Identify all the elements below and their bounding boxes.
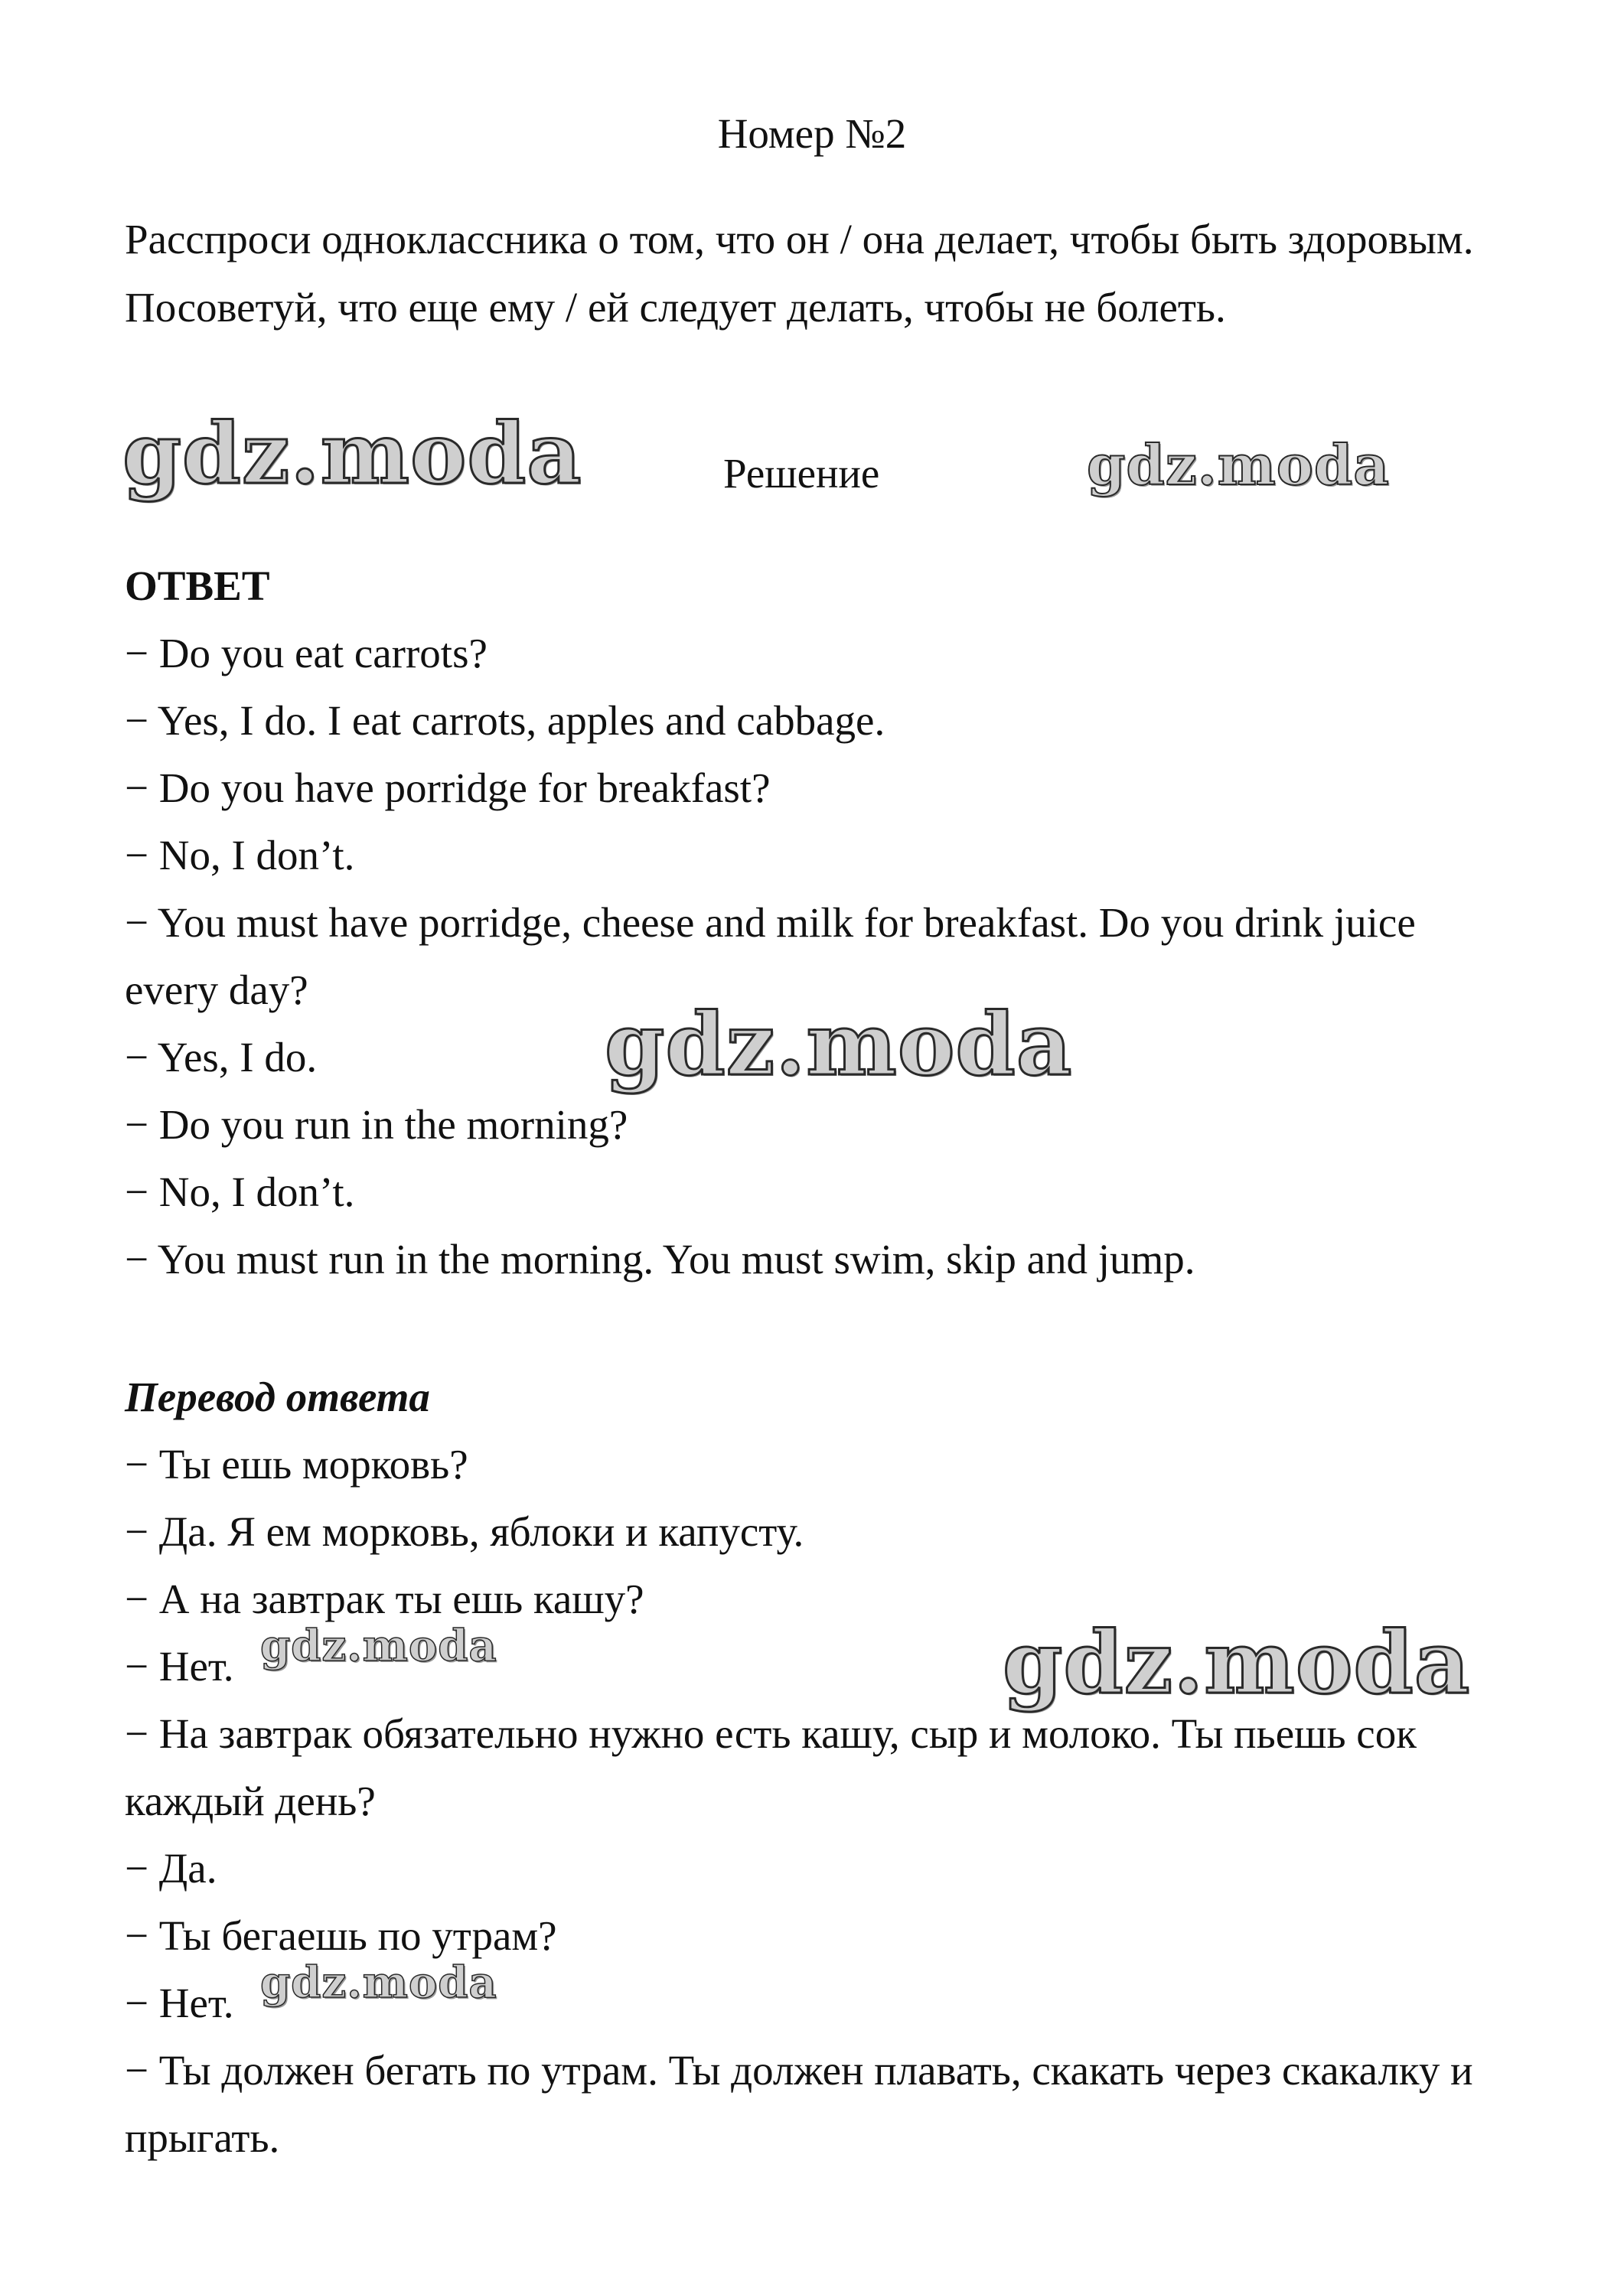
translation-line: − Нет. <box>125 1643 234 1690</box>
translation-section <box>125 1364 1502 2172</box>
answer-line: − Do you run in the morning? <box>125 1101 628 1148</box>
answer-line: − You must run in the morning. You must swim, skip and jump. <box>125 1236 1195 1283</box>
answer-line: − Yes, I do. I eat carrots, apples and cabbage. <box>125 697 885 744</box>
translation-line: − Да. <box>125 1845 217 1892</box>
watermark-logo: gdz.moda <box>260 1621 497 1671</box>
translation-line: − Ты должен бегать по утрам. Ты должен плавать, скакать через скакалку и прыгать. <box>125 2047 1484 2161</box>
translation-heading: Перевод ответа <box>125 1374 430 1420</box>
translation-line: − Нет. <box>125 1980 234 2026</box>
translation-line: − А на завтрак ты ешь кашу? <box>125 1576 644 1622</box>
watermark-logo: gdz.moda <box>1087 432 1390 497</box>
answer-line: − Yes, I do. <box>125 1034 318 1080</box>
translation-line: − Ты ешь морковь? <box>125 1441 468 1488</box>
watermark-logo: gdz.moda <box>260 1957 497 2008</box>
answer-section <box>125 552 1502 1293</box>
translation-line: − На завтрак обязательно нужно есть кашу, сыр и молоко. Ты пьешь сок каждый день? <box>125 1710 1427 1824</box>
task-text: Расспроси одноклассника о том, что он / она делает, чтобы быть здоровым. Посоветуй, что еще ему / ей следует делать, чтобы не болеть. <box>125 216 1474 331</box>
answer-line: − You must have porridge, cheese and milk for breakfast. Do you drink juice every day? <box>125 899 1427 1013</box>
watermark-logo: gdz.moda <box>122 404 582 503</box>
answer-line: − No, I don’t. <box>125 832 355 878</box>
watermark-logo: gdz.moda <box>605 995 1073 1095</box>
translation-line: − Ты бегаешь по утрам? <box>125 1912 557 1959</box>
page-title: Номер №2 <box>717 110 907 157</box>
solution-label: Решение <box>723 450 880 497</box>
answer-line: − Do you have porridge for breakfast? <box>125 764 771 811</box>
answer-heading: ОТВЕТ <box>125 562 270 609</box>
answer-line: − Do you eat carrots? <box>125 630 488 676</box>
watermark-logo: gdz.moda <box>1003 1613 1471 1713</box>
translation-line: − Да. Я ем морковь, яблоки и капусту. <box>125 1508 804 1555</box>
answer-line: − No, I don’t. <box>125 1168 355 1215</box>
